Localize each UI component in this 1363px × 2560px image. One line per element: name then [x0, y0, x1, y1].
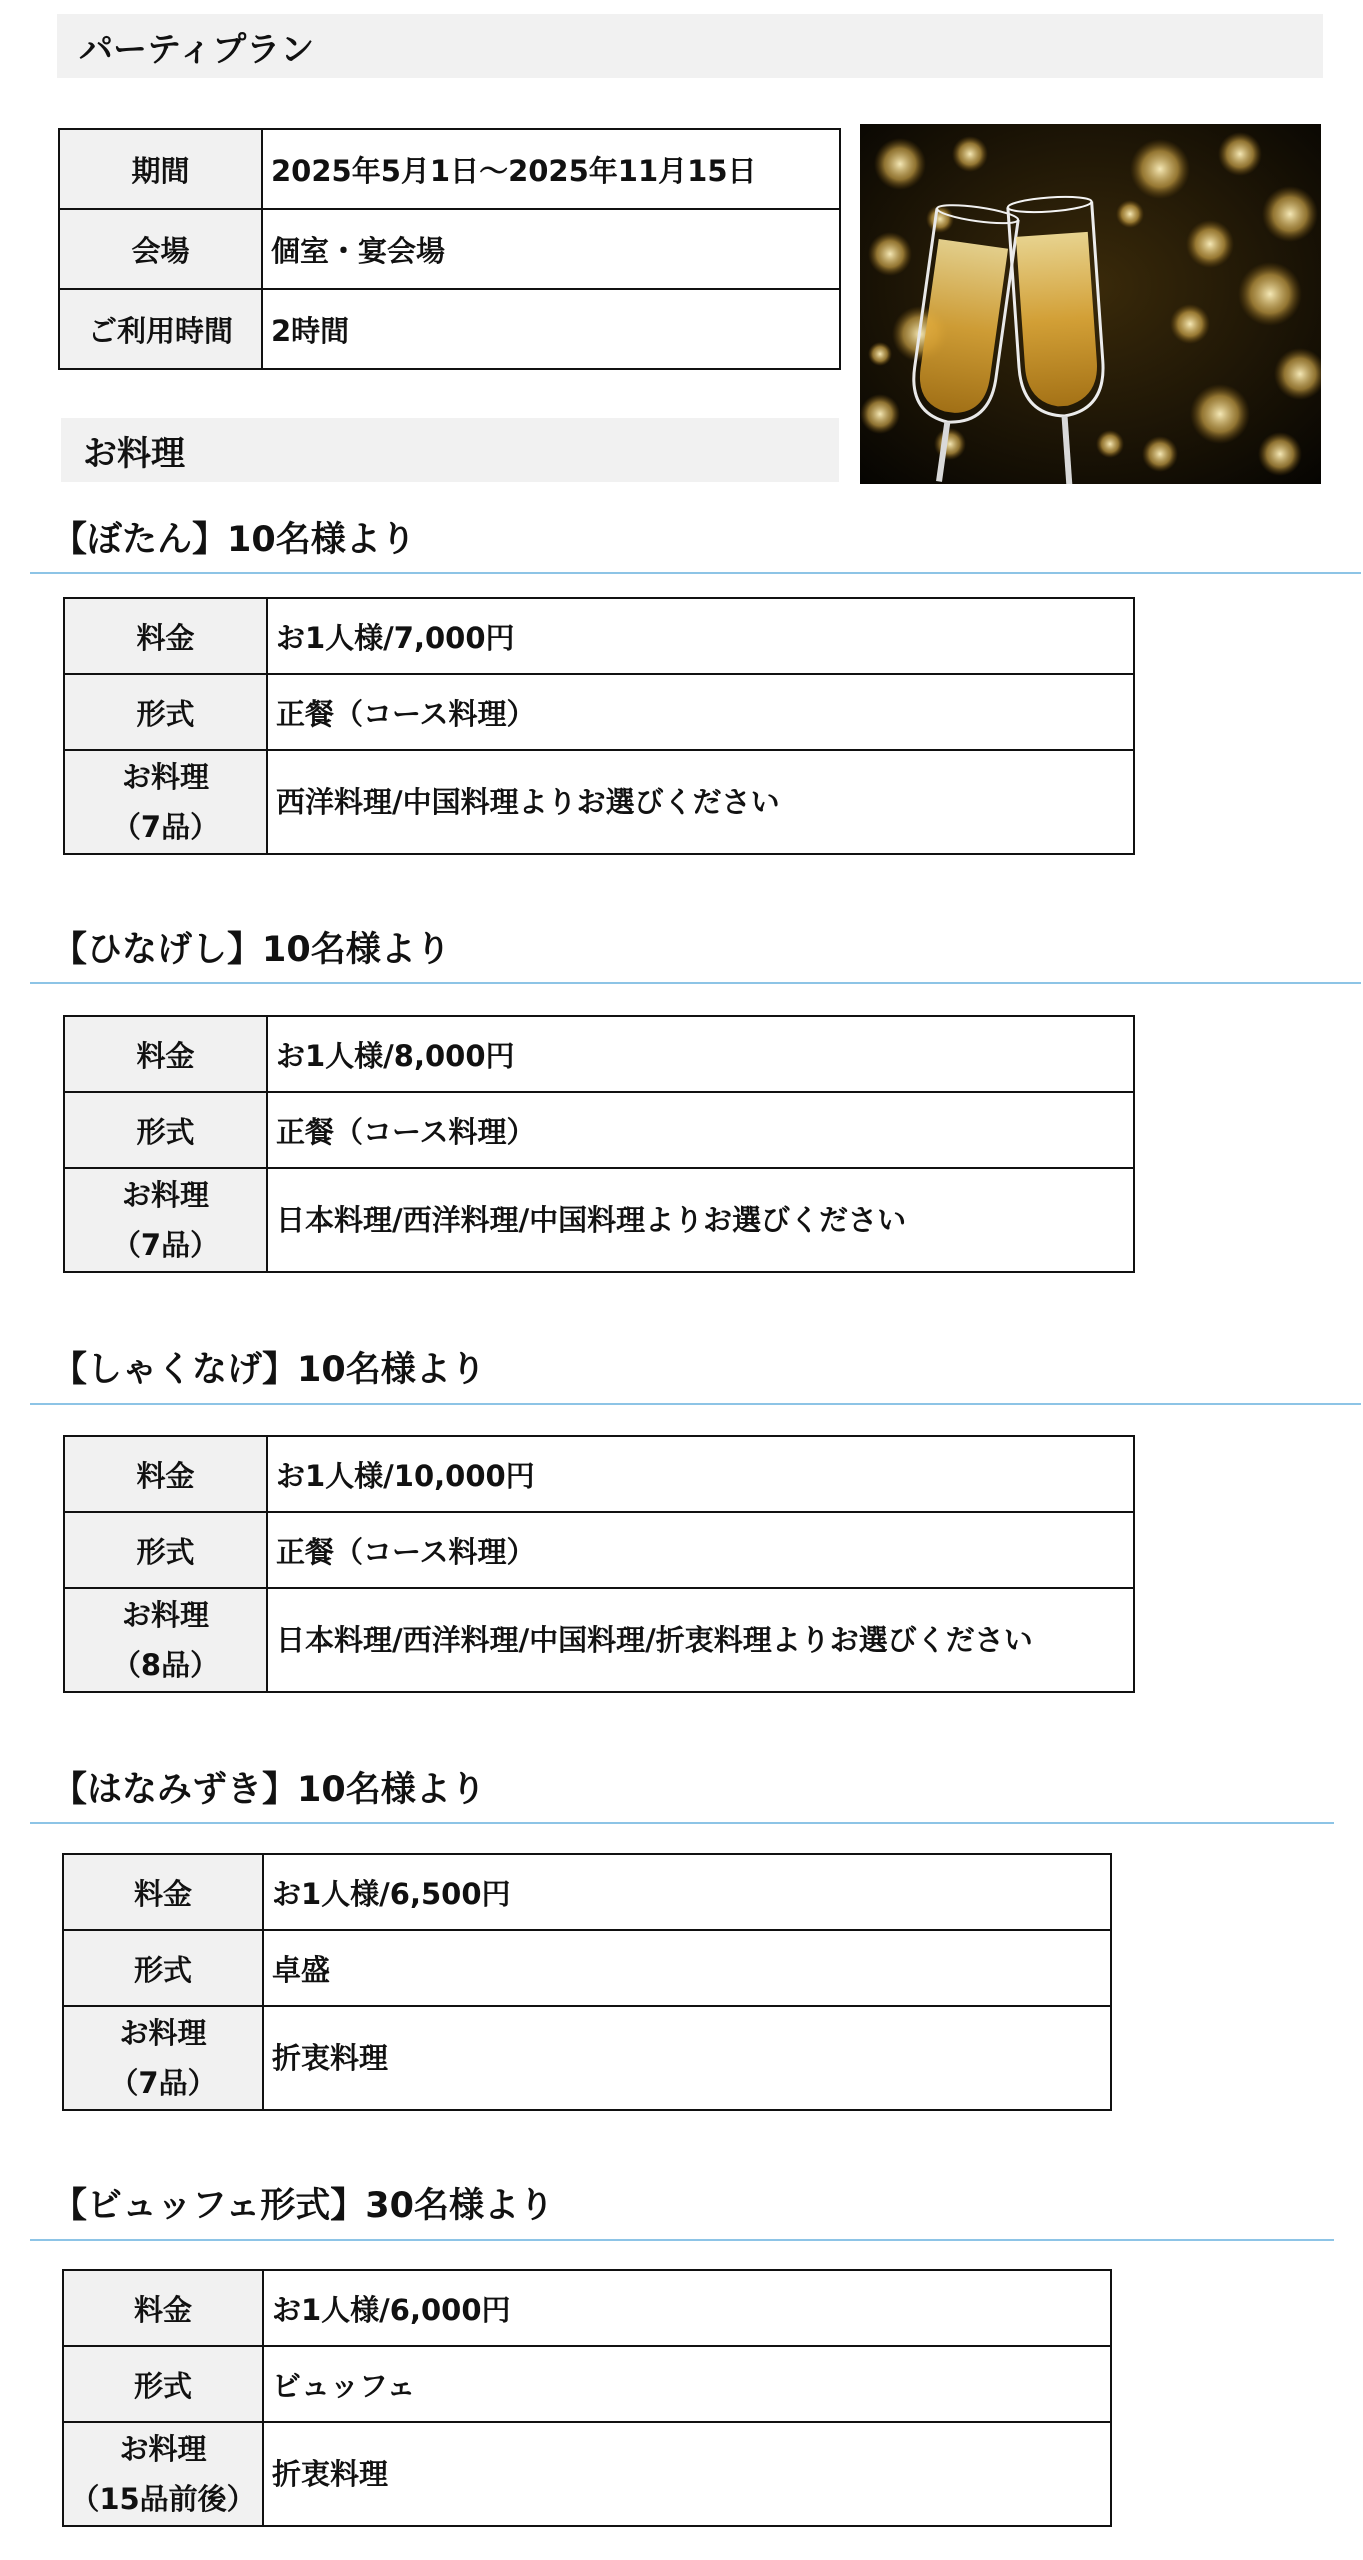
dishes-label: お料理 — [121, 1598, 209, 1632]
price-value: お1人様/7,000円 — [267, 598, 1134, 674]
dishes-value: 日本料理/西洋料理/中国料理よりお選びください — [267, 1168, 1134, 1272]
style-value: ビュッフェ — [263, 2346, 1111, 2422]
duration-value: 2時間 — [262, 289, 840, 369]
plan-heading-botan: 【ぼたん】10名様より — [52, 520, 416, 560]
dishes-row — [64, 750, 1134, 854]
dishes-label-cell — [64, 1168, 267, 1272]
dishes-count: （7品） — [111, 810, 220, 844]
dishes-label-cell — [64, 750, 267, 854]
price-label: 料金 — [63, 1854, 263, 1930]
dishes-label: お料理 — [119, 2016, 207, 2050]
dishes-row — [63, 2422, 1111, 2526]
style-row — [63, 1930, 1111, 2006]
duration-label: ご利用時間 — [59, 289, 262, 369]
page-title: パーティプラン — [57, 14, 1323, 78]
dishes-label: お料理 — [119, 2432, 207, 2466]
plan-table-hinageshi — [63, 1015, 1135, 1273]
dishes-count: （7品） — [109, 2066, 217, 2100]
dishes-row — [64, 1588, 1134, 1692]
overview-row-duration — [59, 289, 840, 369]
plan-table-shakunage — [63, 1435, 1135, 1693]
style-row — [63, 2346, 1111, 2422]
champagne-glasses-photo — [860, 124, 1321, 484]
style-value: 正餐（コース料理） — [267, 1092, 1134, 1168]
dishes-label-cell — [64, 1588, 267, 1692]
plan-table-hanamizuki — [62, 1853, 1112, 2111]
price-value: お1人様/6,000円 — [263, 2270, 1111, 2346]
price-row — [63, 1854, 1111, 1930]
style-label: 形式 — [64, 674, 267, 750]
plan-heading-shakunage: 【しゃくなげ】10名様より — [52, 1350, 486, 1390]
style-label: 形式 — [64, 1512, 267, 1588]
price-row — [64, 598, 1134, 674]
plan-heading-hanamizuki: 【はなみずき】10名様より — [52, 1770, 486, 1810]
plan-heading-hinageshi: 【ひなげし】10名様より — [52, 930, 451, 970]
style-value: 正餐（コース料理） — [267, 674, 1134, 750]
style-label: 形式 — [64, 1092, 267, 1168]
style-row — [64, 1512, 1134, 1588]
section-title: お料理 — [61, 418, 839, 482]
price-row — [64, 1016, 1134, 1092]
dishes-value: 折衷料理 — [263, 2006, 1111, 2110]
dishes-count: （15品前後） — [70, 2482, 256, 2516]
price-value: お1人様/6,500円 — [263, 1854, 1111, 1930]
overview-row-period — [59, 129, 840, 209]
plan-table-botan — [63, 597, 1135, 855]
dishes-label: お料理 — [121, 1178, 209, 1212]
price-value: お1人様/8,000円 — [267, 1016, 1134, 1092]
dishes-count: （7品） — [111, 1228, 220, 1262]
price-row — [64, 1436, 1134, 1512]
plan-divider — [30, 1822, 1334, 1824]
dishes-label: お料理 — [121, 760, 209, 794]
style-label: 形式 — [63, 1930, 263, 2006]
plan-divider — [30, 1403, 1361, 1405]
plan-divider — [30, 2239, 1334, 2241]
overview-row-venue — [59, 209, 840, 289]
style-row — [64, 1092, 1134, 1168]
dishes-value: 折衷料理 — [263, 2422, 1111, 2526]
price-row — [63, 2270, 1111, 2346]
style-value: 卓盛 — [263, 1930, 1111, 2006]
price-label: 料金 — [64, 1436, 267, 1512]
price-label: 料金 — [64, 1016, 267, 1092]
style-row — [64, 674, 1134, 750]
style-label: 形式 — [63, 2346, 263, 2422]
price-label: 料金 — [64, 598, 267, 674]
period-label: 期間 — [59, 129, 262, 209]
dishes-row — [63, 2006, 1111, 2110]
plan-divider — [30, 982, 1361, 984]
style-value: 正餐（コース料理） — [267, 1512, 1134, 1588]
dishes-count: （8品） — [111, 1648, 220, 1682]
price-value: お1人様/10,000円 — [267, 1436, 1134, 1512]
period-value: 2025年5月1日～2025年11月15日 — [262, 129, 840, 209]
plan-table-buffet — [62, 2269, 1112, 2527]
dishes-value: 西洋料理/中国料理よりお選びください — [267, 750, 1134, 854]
venue-value: 個室・宴会場 — [262, 209, 840, 289]
overview-table — [58, 128, 841, 370]
price-label: 料金 — [63, 2270, 263, 2346]
dishes-row — [64, 1168, 1134, 1272]
plan-divider — [30, 572, 1361, 574]
venue-label: 会場 — [59, 209, 262, 289]
plan-heading-buffet: 【ビュッフェ形式】30名様より — [52, 2186, 554, 2226]
dishes-label-cell — [63, 2006, 263, 2110]
dishes-label-cell — [63, 2422, 263, 2526]
dishes-value: 日本料理/西洋料理/中国料理/折衷料理よりお選びください — [267, 1588, 1134, 1692]
